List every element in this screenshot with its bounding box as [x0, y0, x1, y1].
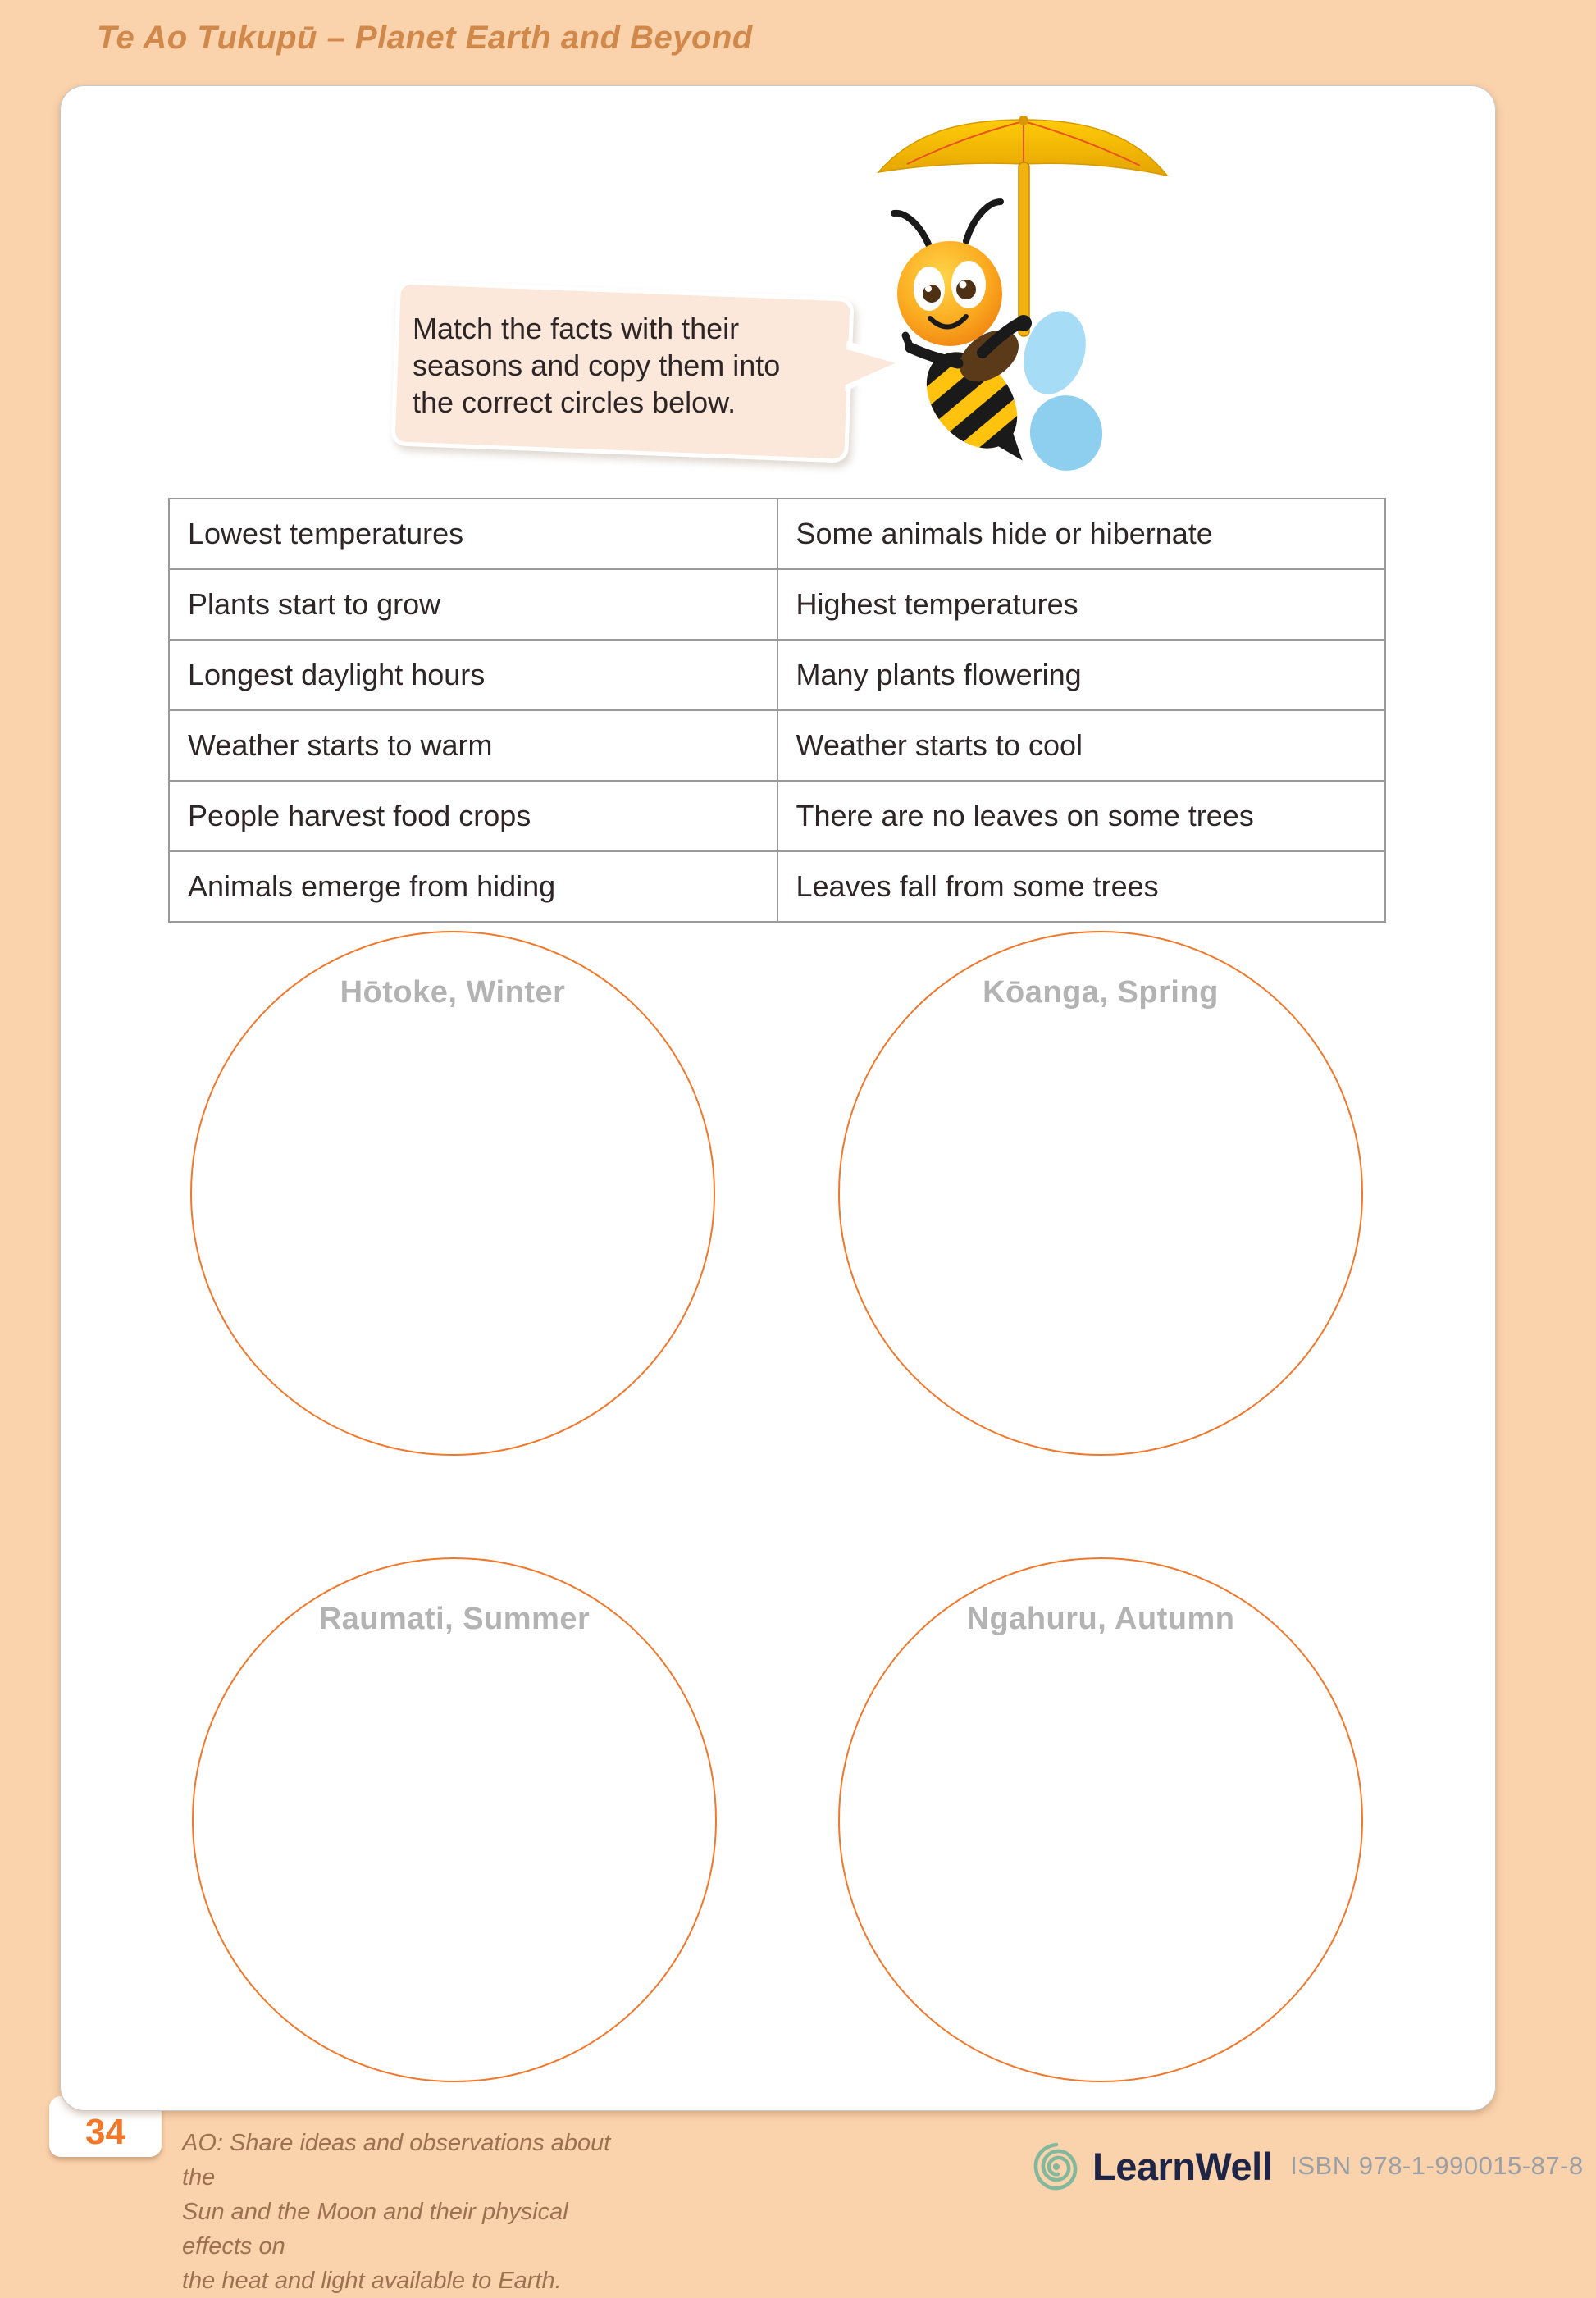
bee-hand — [1015, 315, 1032, 331]
facts-table — [168, 498, 1386, 923]
table-row — [169, 781, 1385, 851]
season-circle-autumn — [838, 1557, 1363, 2082]
table-row — [169, 499, 1385, 569]
fact-cell: Animals emerge from hiding — [169, 851, 777, 922]
fact-cell: Many plants flowering — [777, 640, 1386, 710]
ao-line: AO: Share ideas and observations about the — [182, 2130, 611, 2191]
fact-cell: Longest daylight hours — [169, 640, 777, 710]
table-row — [169, 851, 1385, 922]
page-title: Te Ao Tukupū – Planet Earth and Beyond — [97, 20, 753, 56]
achievement-objective-text — [182, 2126, 641, 2298]
fact-cell: Some animals hide or hibernate — [777, 499, 1386, 569]
table-row — [169, 569, 1385, 640]
learnwell-spiral-icon — [1032, 2140, 1081, 2192]
season-circle-label: Raumati, Summer — [318, 1602, 591, 1636]
bee-head — [894, 202, 1002, 346]
fact-cell: Weather starts to warm — [169, 710, 777, 781]
ao-line: the heat and light available to Earth. — [182, 2268, 562, 2294]
speech-bubble-line: Match the facts with their — [413, 312, 740, 345]
season-circle-winter — [190, 931, 715, 1456]
bee-with-umbrella-illustration — [860, 113, 1188, 474]
fact-cell: Weather starts to cool — [777, 710, 1386, 781]
season-circle-summer — [192, 1557, 717, 2082]
season-circle-label: Kōanga, Spring — [983, 975, 1219, 1010]
speech-bubble-line: the correct circles below. — [413, 385, 736, 419]
speech-bubble-line: seasons and copy them into — [413, 349, 781, 382]
season-circle-label: Ngahuru, Autumn — [966, 1602, 1235, 1636]
table-row — [169, 710, 1385, 781]
table-row — [169, 640, 1385, 710]
speech-bubble-text — [413, 310, 839, 421]
isbn-text: ISBN 978-1-990015-87-8 — [1290, 2151, 1584, 2180]
publisher-logo-row — [1032, 2139, 1584, 2193]
fact-cell: Leaves fall from some trees — [777, 851, 1386, 922]
fact-cell: People harvest food crops — [169, 781, 777, 851]
page-number: 34 — [85, 2112, 125, 2152]
ao-line: Sun and the Moon and their physical effects on — [182, 2199, 568, 2259]
season-circle-label: Hōtoke, Winter — [340, 975, 566, 1010]
fact-cell: There are no leaves on some trees — [777, 781, 1386, 851]
learnwell-wordmark: LearnWell — [1092, 2144, 1273, 2188]
fact-cell: Highest temperatures — [777, 569, 1386, 640]
fact-cell: Lowest temperatures — [169, 499, 777, 569]
fact-cell: Plants start to grow — [169, 569, 777, 640]
season-circle-spring — [838, 931, 1363, 1456]
